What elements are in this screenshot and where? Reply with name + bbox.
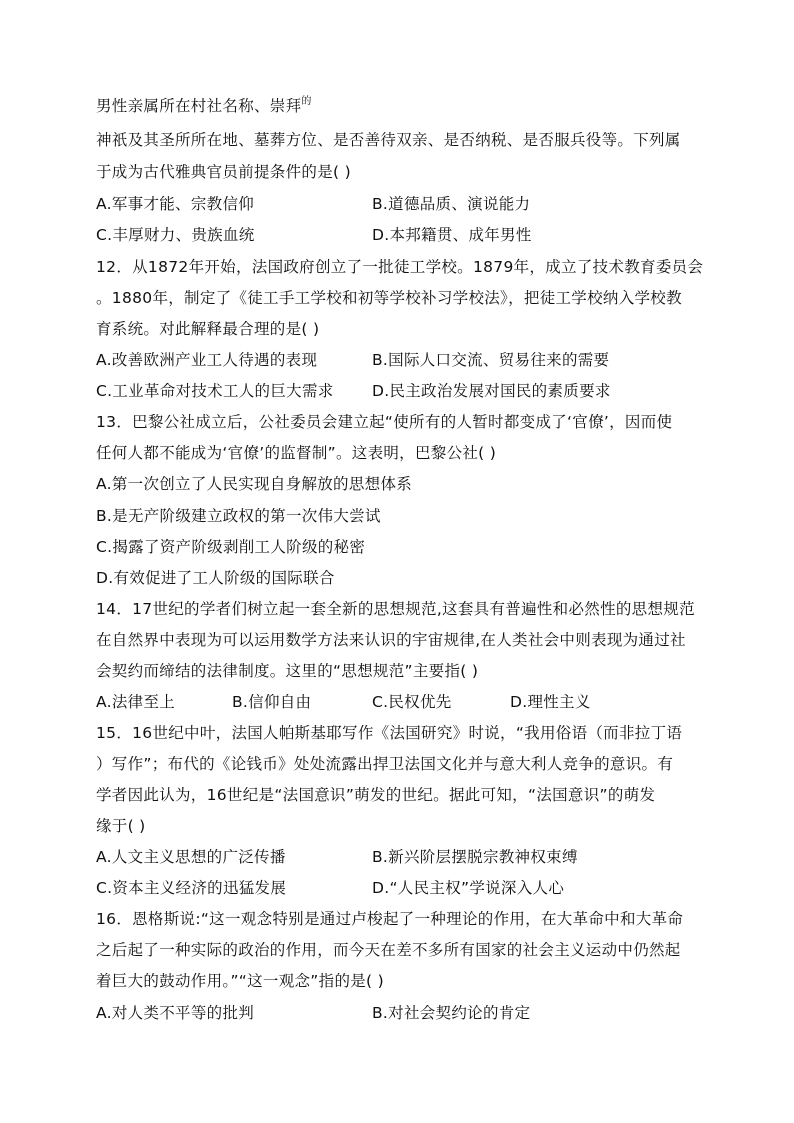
q14-line-2: 在自然界中表现为可以运用数学方法来认识的宇宙规律,在人类社会中则表现为通过社 [96, 631, 686, 649]
q15-option-d: D.“人民主权”学说深入人心 [372, 879, 565, 897]
q16-line-3: 着巨大的鼓动作用。”“这一观念”指的是( ) [96, 972, 384, 990]
q15-option-c: C.资本主义经济的迅猛发展 [96, 879, 287, 897]
q13-line-1: 13．巴黎公社成立后，公社委员会建立起“使所有的人暂时都变成了‘官僚’，因而使 [96, 413, 673, 431]
q15-line-4: 缘于( ) [96, 817, 146, 835]
q16-line-2: 之后起了一种实际的政治的作用，而今天在差不多所有国家的社会主义运动中仍然起 [96, 941, 681, 959]
q14-option-b: B.信仰自由 [232, 693, 312, 711]
q16-line-1: 16．恩格斯说:“这一观念特别是通过卢梭起了一种理论的作用，在大革命中和大革命 [96, 910, 684, 928]
intro-option-b: B.道德品质、演说能力 [372, 195, 531, 213]
q12-line-2: 。1880年，制定了《徒工手工学校和初等学校补习学校法》，把徒工学校纳入学校教 [96, 289, 682, 307]
intro-line-1 [96, 96, 312, 119]
q16-option-a: A.对人类不平等的批判 [96, 1004, 255, 1022]
intro-option-d: D.本邦籍贯、成年男性 [372, 226, 532, 244]
q15-option-a: A.人文主义思想的广泛传播 [96, 848, 286, 866]
q13-option-d: D.有效促进了工人阶级的国际联合 [96, 569, 335, 587]
q16-option-b: B.对社会契约论的肯定 [372, 1004, 531, 1022]
q14-option-c: C.民权优先 [372, 693, 452, 711]
q13-option-a: A.第一次创立了人民实现自身解放的思想体系 [96, 475, 413, 493]
q12-option-d: D.民主政治发展对国民的素质要求 [372, 382, 611, 400]
q14-option-d: D.理性主义 [510, 693, 591, 711]
intro-option-a: A.军事才能、宗教信仰 [96, 195, 255, 213]
q13-line-2: 任何人都不能成为‘官僚’的监督制”。这表明，巴黎公社( ) [96, 444, 497, 462]
q12-line-3: 育系统。对此解释最合理的是( ) [96, 320, 320, 338]
q12-option-c: C.工业革命对技术工人的巨大需求 [96, 382, 334, 400]
q15-line-3: 学者因此认为，16世纪是“法国意识”萌发的世纪。据此可知，“法国意识”的萌发 [96, 786, 656, 804]
q12-line-1: 12．从1872年开始，法国政府创立了一批徒工学校。1879年，成立了技术教育委员会 [96, 258, 704, 276]
q15-line-1: 15．16世纪中叶，法国人帕斯基耶写作《法国研究》时说，“我用俗语（而非拉丁语 [96, 724, 683, 742]
intro-line-2: 神祇及其圣所所在地、墓葬方位、是否善待双亲、是否纳税、是否服兵役等。下列属 [96, 131, 681, 149]
q14-line-1: 14．17世纪的学者们树立起一套全新的思想规范,这套具有普遍性和必然性的思想规范 [96, 600, 695, 618]
q15-option-b: B.新兴阶层摆脱宗教神权束缚 [372, 848, 578, 866]
q12-option-a: A.改善欧洲产业工人待遇的表现 [96, 351, 318, 369]
q13-option-c: C.揭露了资产阶级剥削工人阶级的秘密 [96, 538, 366, 556]
q14-line-3: 会契约而缔结的法律制度。这里的“思想规范”主要指( ) [96, 662, 479, 680]
q15-line-2: ）写作”；布代的《论钱币》处处流露出捍卫法国文化并与意大利人竞争的意识。有 [96, 755, 674, 773]
q13-option-b: B.是无产阶级建立政权的第一次伟大尝试 [96, 507, 381, 525]
intro-line-1-superscript: 的 [301, 96, 312, 107]
q14-option-a: A.法律至上 [96, 693, 176, 711]
intro-line-3: 于成为古代雅典官员前提条件的是( ) [96, 163, 351, 181]
intro-line-1-text: 男性亲属所在村社名称、崇拜 [96, 97, 302, 115]
intro-option-c: C.丰厚财力、贵族血统 [96, 226, 255, 244]
q12-option-b: B.国际人口交流、贸易往来的需要 [372, 351, 610, 369]
